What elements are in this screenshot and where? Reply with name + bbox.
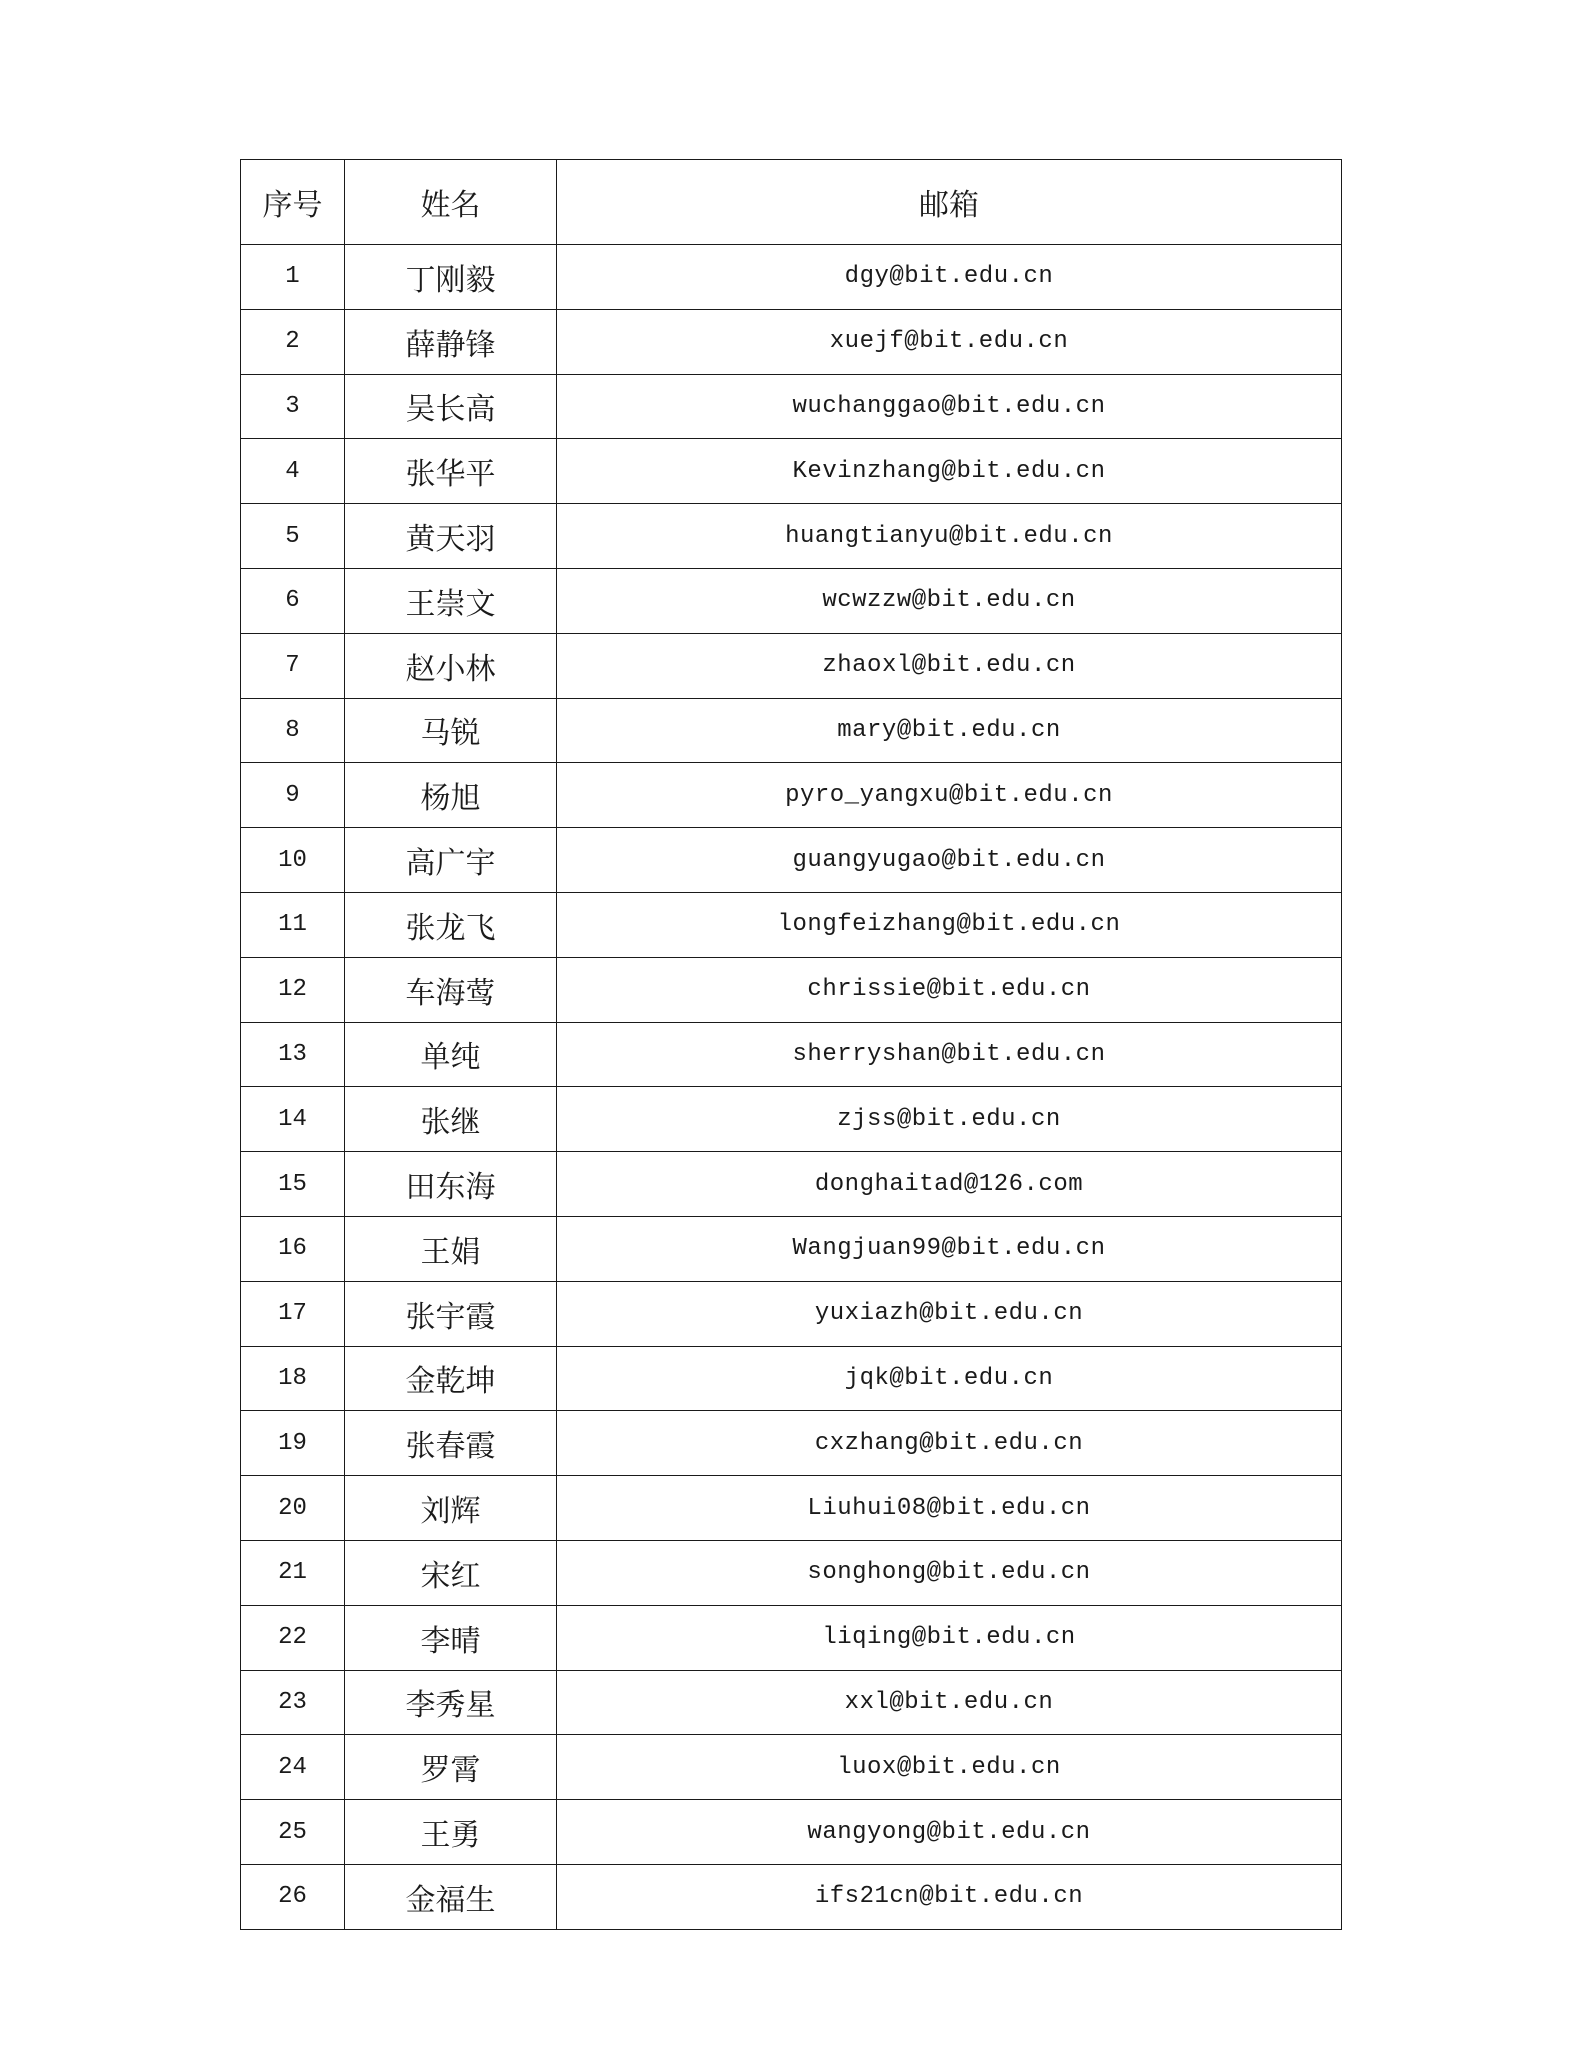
row-email: xuejf@bit.edu.cn bbox=[557, 309, 1342, 374]
row-name: 宋红 bbox=[345, 1540, 557, 1605]
row-email: liqing@bit.edu.cn bbox=[557, 1605, 1342, 1670]
row-email: wangyong@bit.edu.cn bbox=[557, 1800, 1342, 1865]
row-email: zhaoxl@bit.edu.cn bbox=[557, 633, 1342, 698]
row-email: huangtianyu@bit.edu.cn bbox=[557, 504, 1342, 569]
table-row bbox=[241, 374, 1342, 439]
table-row bbox=[241, 1346, 1342, 1411]
row-name: 薛静锋 bbox=[345, 309, 557, 374]
row-index: 24 bbox=[241, 1735, 345, 1800]
row-index: 16 bbox=[241, 1216, 345, 1281]
row-email: mary@bit.edu.cn bbox=[557, 698, 1342, 763]
header-index: 序号 bbox=[241, 160, 345, 245]
table-row bbox=[241, 1800, 1342, 1865]
row-name: 张龙飞 bbox=[345, 892, 557, 957]
row-name: 王勇 bbox=[345, 1800, 557, 1865]
row-index: 15 bbox=[241, 1152, 345, 1217]
row-email: longfeizhang@bit.edu.cn bbox=[557, 892, 1342, 957]
table-row bbox=[241, 1864, 1342, 1929]
row-name: 张春霞 bbox=[345, 1411, 557, 1476]
row-index: 5 bbox=[241, 504, 345, 569]
table-row bbox=[241, 439, 1342, 504]
row-name: 高广宇 bbox=[345, 828, 557, 893]
table-row bbox=[241, 957, 1342, 1022]
row-name: 金乾坤 bbox=[345, 1346, 557, 1411]
row-email: donghaitad@126.com bbox=[557, 1152, 1342, 1217]
row-index: 3 bbox=[241, 374, 345, 439]
row-name: 王娟 bbox=[345, 1216, 557, 1281]
row-email: wcwzzw@bit.edu.cn bbox=[557, 568, 1342, 633]
table-row bbox=[241, 1476, 1342, 1541]
row-email: chrissie@bit.edu.cn bbox=[557, 957, 1342, 1022]
row-index: 20 bbox=[241, 1476, 345, 1541]
row-index: 22 bbox=[241, 1605, 345, 1670]
row-index: 10 bbox=[241, 828, 345, 893]
row-name: 王崇文 bbox=[345, 568, 557, 633]
row-email: luox@bit.edu.cn bbox=[557, 1735, 1342, 1800]
table-body bbox=[241, 245, 1342, 1930]
row-index: 9 bbox=[241, 763, 345, 828]
row-name: 丁刚毅 bbox=[345, 245, 557, 310]
row-index: 11 bbox=[241, 892, 345, 957]
table-row bbox=[241, 568, 1342, 633]
row-name: 张宇霞 bbox=[345, 1281, 557, 1346]
table-row bbox=[241, 504, 1342, 569]
header-email: 邮箱 bbox=[557, 160, 1342, 245]
row-email: pyro_yangxu@bit.edu.cn bbox=[557, 763, 1342, 828]
row-index: 19 bbox=[241, 1411, 345, 1476]
row-name: 吴长高 bbox=[345, 374, 557, 439]
row-name: 田东海 bbox=[345, 1152, 557, 1217]
row-email: cxzhang@bit.edu.cn bbox=[557, 1411, 1342, 1476]
row-name: 赵小林 bbox=[345, 633, 557, 698]
row-name: 杨旭 bbox=[345, 763, 557, 828]
row-name: 马锐 bbox=[345, 698, 557, 763]
row-index: 18 bbox=[241, 1346, 345, 1411]
table-header-row bbox=[241, 160, 1342, 245]
table-row bbox=[241, 1605, 1342, 1670]
table-row bbox=[241, 1281, 1342, 1346]
table-row bbox=[241, 1152, 1342, 1217]
row-email: dgy@bit.edu.cn bbox=[557, 245, 1342, 310]
table-row bbox=[241, 763, 1342, 828]
row-index: 17 bbox=[241, 1281, 345, 1346]
row-email: jqk@bit.edu.cn bbox=[557, 1346, 1342, 1411]
table-row bbox=[241, 633, 1342, 698]
row-index: 21 bbox=[241, 1540, 345, 1605]
row-index: 13 bbox=[241, 1022, 345, 1087]
table-row bbox=[241, 1216, 1342, 1281]
table-row bbox=[241, 309, 1342, 374]
row-index: 6 bbox=[241, 568, 345, 633]
row-name: 车海莺 bbox=[345, 957, 557, 1022]
row-name: 罗霄 bbox=[345, 1735, 557, 1800]
row-email: guangyugao@bit.edu.cn bbox=[557, 828, 1342, 893]
table-row bbox=[241, 1735, 1342, 1800]
table-row bbox=[241, 1087, 1342, 1152]
table-row bbox=[241, 245, 1342, 310]
row-email: xxl@bit.edu.cn bbox=[557, 1670, 1342, 1735]
table-row bbox=[241, 1411, 1342, 1476]
row-index: 12 bbox=[241, 957, 345, 1022]
row-email: sherryshan@bit.edu.cn bbox=[557, 1022, 1342, 1087]
table-row bbox=[241, 1670, 1342, 1735]
row-index: 25 bbox=[241, 1800, 345, 1865]
row-index: 23 bbox=[241, 1670, 345, 1735]
table-row bbox=[241, 892, 1342, 957]
table-row bbox=[241, 1540, 1342, 1605]
row-name: 李晴 bbox=[345, 1605, 557, 1670]
row-name: 张继 bbox=[345, 1087, 557, 1152]
header-name: 姓名 bbox=[345, 160, 557, 245]
table-row bbox=[241, 1022, 1342, 1087]
row-index: 2 bbox=[241, 309, 345, 374]
contact-table bbox=[240, 159, 1342, 1930]
row-email: songhong@bit.edu.cn bbox=[557, 1540, 1342, 1605]
row-name: 刘辉 bbox=[345, 1476, 557, 1541]
table-row bbox=[241, 828, 1342, 893]
row-name: 金福生 bbox=[345, 1864, 557, 1929]
row-email: yuxiazh@bit.edu.cn bbox=[557, 1281, 1342, 1346]
row-email: Liuhui08@bit.edu.cn bbox=[557, 1476, 1342, 1541]
row-email: ifs21cn@bit.edu.cn bbox=[557, 1864, 1342, 1929]
row-email: wuchanggao@bit.edu.cn bbox=[557, 374, 1342, 439]
row-email: Wangjuan99@bit.edu.cn bbox=[557, 1216, 1342, 1281]
row-email: Kevinzhang@bit.edu.cn bbox=[557, 439, 1342, 504]
row-name: 单纯 bbox=[345, 1022, 557, 1087]
table-row bbox=[241, 698, 1342, 763]
row-index: 4 bbox=[241, 439, 345, 504]
row-index: 26 bbox=[241, 1864, 345, 1929]
row-index: 8 bbox=[241, 698, 345, 763]
row-email: zjss@bit.edu.cn bbox=[557, 1087, 1342, 1152]
row-name: 黄天羽 bbox=[345, 504, 557, 569]
row-index: 14 bbox=[241, 1087, 345, 1152]
row-name: 李秀星 bbox=[345, 1670, 557, 1735]
row-index: 1 bbox=[241, 245, 345, 310]
row-index: 7 bbox=[241, 633, 345, 698]
row-name: 张华平 bbox=[345, 439, 557, 504]
